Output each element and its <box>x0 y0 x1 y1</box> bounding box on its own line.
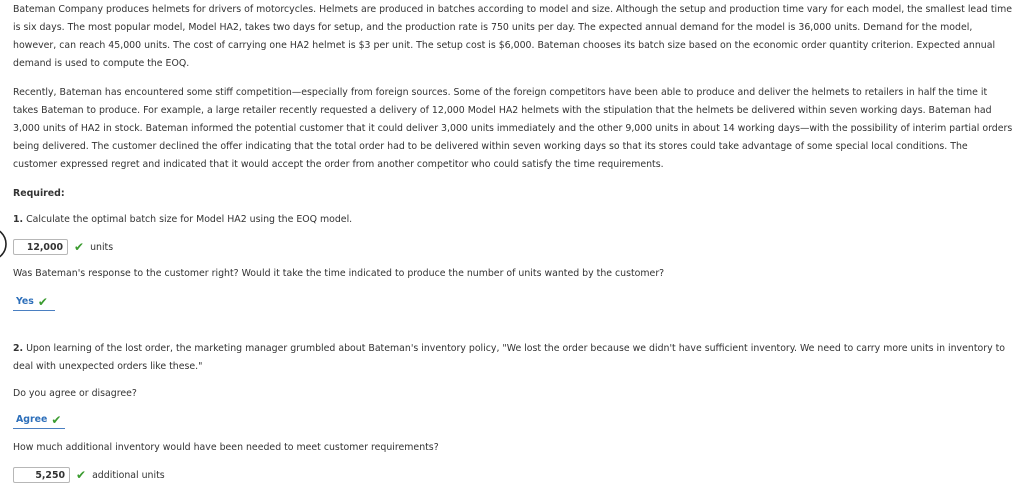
additional-inventory-input[interactable]: 5,250 <box>13 467 70 483</box>
eoq-answer-input[interactable]: 12,000 <box>13 239 68 255</box>
agree-prompt: Do you agree or disagree? <box>13 388 137 399</box>
eoq-answer-unit: units <box>90 241 114 253</box>
check-icon: ✔ <box>74 240 85 254</box>
problem-paragraph-1: Bateman Company produces helmets for drivers of motorcycles. Helmets are produced in batches according to model and size. Although the setup and production time vary for each model, the smallest lead time is six days. The most popular model, Model HA2, takes two days for setup, and the production rate is 750 units per day. The expected annual demand for the model is 36,000 units. Demand for the model, however, can reach 45,000 units. The cost of carrying one HA2 helmet is $3 per unit. The setup cost is $6,000. Bateman chooses its batch size based on the economic order quantity criterion. Expected annual demand is used to compute the EOQ. <box>13 4 1013 69</box>
additional-inventory-unit: additional units <box>92 469 165 481</box>
question-1 <box>13 211 1013 229</box>
response-right-dropdown[interactable] <box>13 293 55 311</box>
inventory-answer-row <box>13 466 165 484</box>
question-2-number: 2. <box>13 343 24 354</box>
question-1-answer-row <box>13 238 113 256</box>
agree-dropdown[interactable] <box>13 411 65 429</box>
scroll-edge-indicator <box>0 226 8 262</box>
question-2-text: Upon learning of the lost order, the marketing manager grumbled about Bateman's inventory policy, "We lost the order because we didn't have sufficient inventory. We need to carry more units in inventory to deal with unexpected orders like these." <box>13 343 1006 372</box>
response-right-selected: Yes <box>16 296 34 307</box>
check-icon: ✔ <box>76 468 87 482</box>
inventory-prompt: How much additional inventory would have been needed to meet customer requirements? <box>13 442 439 453</box>
problem-paragraph-2: Recently, Bateman has encountered some stiff competition—especially from foreign sources. Some of the foreign competitors have been able to produce and deliver the helmets to retailers in half the time it takes Bateman to produce. For example, a large retailer recently requested a delivery of 12,000 Model HA2 helmets with the stipulation that the helmets be delivered within seven working days. Bateman had 3,000 units of HA2 in stock. Bateman informed the potential customer that it could deliver 3,000 units immediately and the other 9,000 units in about 14 working days—with the possibility of interim partial orders being delivered. The customer declined the offer indicating that the total order had to be delivered within seven working days so that its stores could take advantage of some special local conditions. The customer expressed regret and indicated that it would accept the order from another competitor who could satisfy the time requirements. <box>13 87 1013 170</box>
question-2 <box>13 340 1013 376</box>
check-icon: ✔ <box>51 412 62 427</box>
question-1-text: Calculate the optimal batch size for Model HA2 using the EOQ model. <box>23 214 353 225</box>
question-1-followup: Was Bateman's response to the customer right? Would it take the time indicated to produce the number of units wanted by the customer? <box>13 268 665 279</box>
agree-selected: Agree <box>16 414 48 425</box>
check-icon: ✔ <box>37 294 48 309</box>
question-1-number: 1. <box>13 214 24 225</box>
required-heading: Required: <box>13 188 65 199</box>
